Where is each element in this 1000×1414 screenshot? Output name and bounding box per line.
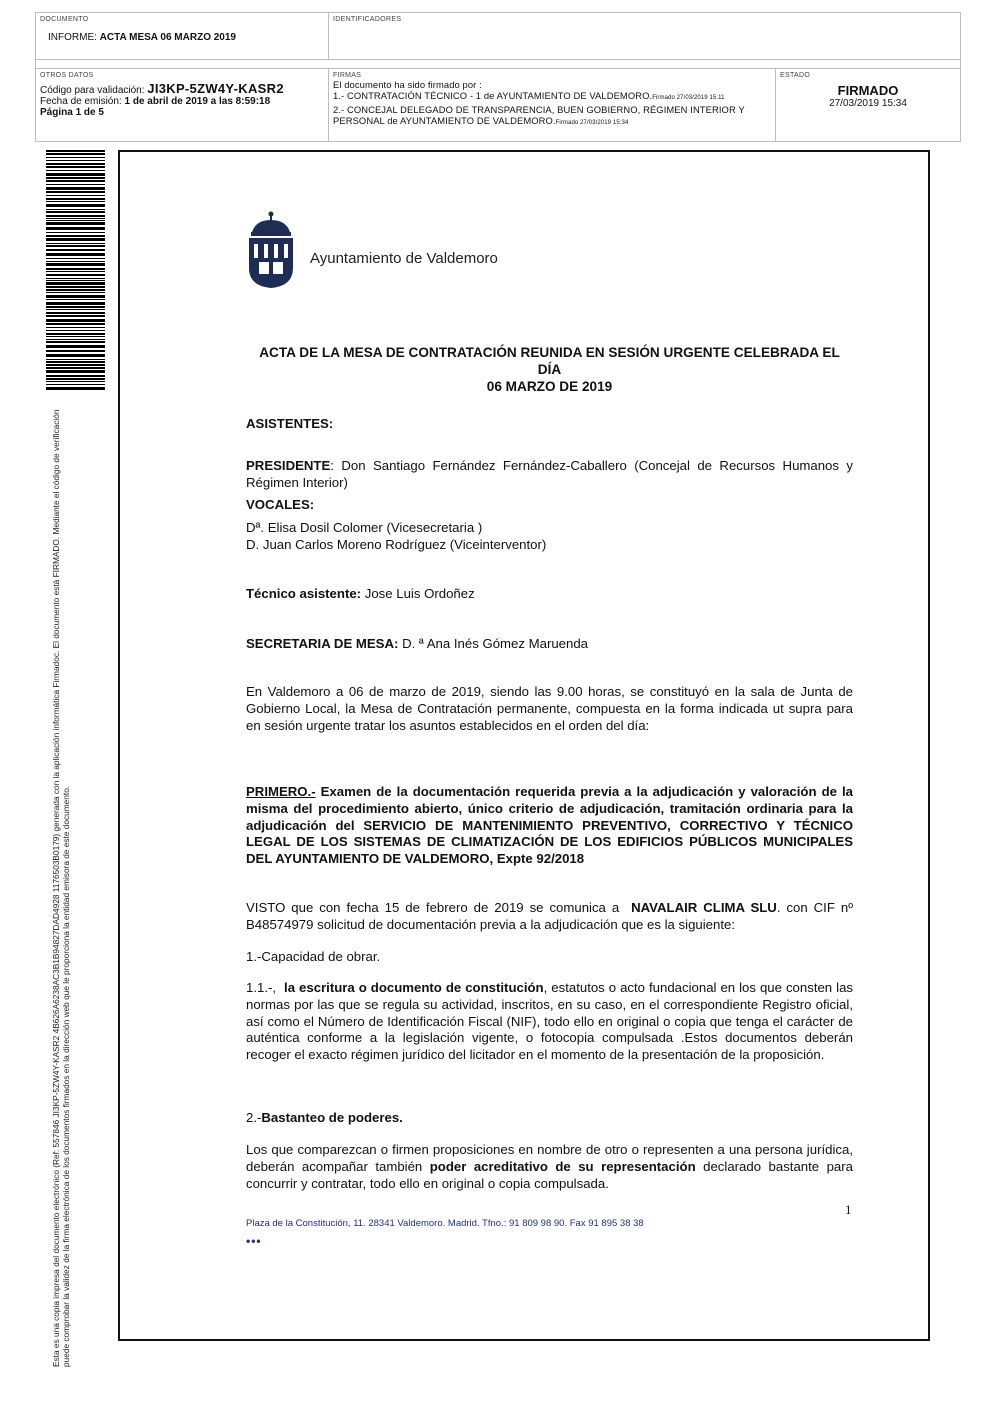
page-count: Página 1 de 5 (40, 107, 104, 118)
validation-code[interactable]: JI3KP-5ZW4Y-KASR2 (147, 81, 284, 96)
otros-datos-cell (36, 68, 329, 141)
side-verification-text (51, 392, 71, 1367)
visto-paragraph (246, 900, 853, 934)
title-line-2: 06 MARZO DE 2019 (486, 379, 613, 394)
estado-cell (776, 68, 960, 141)
p11-bold: la escritura o documento de constitución (284, 980, 544, 995)
coat-of-arms-icon (246, 210, 296, 290)
firmas-intro: El documento ha sido firmado por : (333, 79, 482, 90)
primero-text: Examen de la documentación requerida previa a la adjudicación y valoración de la misma del procedimiento abierto, único criterio de adjudicación, tramitación ordinaria para la adjudicación del SERVICIO DE MANTENIMIENTO PREVENTIVO, CORRECTIVO Y TÉCNICO LEGAL DE LOS SISTEMAS DE CLIMATIZACIÓN DE LOS EDIFICIOS PÚBLICOS MUNICIPALES DEL AYUNTAMIENTO DE VALDEMORO, Expte 92/2018 (246, 784, 853, 867)
tecnico-line (246, 586, 853, 603)
firma-2: 2.- CONCEJAL DELEGADO DE TRANSPARENCIA, BUEN GOBIERNO, RÉGIMEN INTERIOR Y (333, 104, 745, 115)
document-page (118, 150, 930, 1341)
identificadores-label: IDENTIFICADORES (333, 16, 402, 23)
p2-bold: poder acreditativo de su representación (429, 1158, 696, 1174)
validation-header (35, 12, 961, 142)
logo-text: Ayuntamiento de Valdemoro (310, 250, 498, 267)
firma-2-date: Firmado 27/03/2019 15:34 (555, 120, 629, 126)
poderes-paragraph (246, 1142, 853, 1192)
asistentes-heading: ASISTENTES: (246, 416, 334, 431)
primero-label: PRIMERO.- (246, 784, 316, 799)
vocales-heading: VOCALES: (246, 497, 315, 512)
otros-datos-label: OTROS DATOS (40, 72, 94, 79)
codigo-label: Código para validación: (40, 85, 145, 96)
firmas-label: FIRMAS (333, 72, 362, 79)
visto-text-b: . con CIF nº B48574979 solicitud de documentación previa a la adjudicación que es la siguiente: (246, 900, 854, 932)
vocal-1: Dª. Elisa Dosil Colomer (Vicesecretaria ) (246, 520, 483, 535)
side-text-line-1: Esta es una copia impresa del documento electrónico (Ref: 557846 JI3KP-5ZW4Y-KASR2 4B626A6238AC3B1B94827DAD4928 1176503B0179) generada con la aplicación informática Firmadoc. El documento está FIRMADO. Mediante el código de verificación (51, 409, 61, 1367)
tecnico-value: Jose Luis Ordoñez (364, 586, 475, 601)
capacidad-obrar: 1.-Capacidad de obrar. (246, 949, 381, 964)
escritura-paragraph (246, 980, 853, 1064)
footer-dots: ••• (246, 1234, 262, 1248)
secretaria-value: D. ª Ana Inés Gómez Maruenda (402, 636, 589, 651)
firma-1-date: Firmado 27/03/2019 15:11 (652, 95, 725, 101)
firma-1: 1.- CONTRATACIÓN TÉCNICO - 1 de AYUNTAMIENTO DE VALDEMORO. (333, 90, 653, 101)
intro-paragraph: En Valdemoro a 06 de marzo de 2019, siendo las 9.00 horas, se constituyó en la sala de Junta de Gobierno Local, la Mesa de Contratación permanente, compuesta en la forma indicada ut supra para en sesión urgente tratar los asuntos establecidos en el orden del día: (246, 684, 853, 733)
title-line-1: ACTA DE LA MESA DE CONTRATACIÓN REUNIDA EN SESIÓN URGENTE CELEBRADA EL DÍA (259, 345, 840, 377)
side-text-line-2: puede comprobar la validez de la firma electrónica de los documentos firmados en la dirección web que le proporciona la entidad emisora de este documento. (61, 785, 71, 1367)
documento-label: DOCUMENTO (40, 16, 89, 23)
p11-num: 1.1.-, (246, 980, 277, 995)
documento-value (48, 32, 324, 43)
visto-text-a: VISTO que con fecha 15 de febrero de 2019 se comunica a (246, 900, 620, 915)
emision-value: 1 de abril de 2019 a las 8:59:18 (124, 96, 271, 107)
identificadores-cell (329, 13, 960, 60)
p11-text: , estatutos o acto fundacional en los que consten las normas por las que se regula su actividad, inscritos, en su caso, en el correspondiente Registro oficial, así como el Número de Identificación Fiscal (NIF), todo ello en original o copia que tenga el carácter de auténtica conforme a la legislación vigente, o fotocopia compulsada .Estos documentos deberán recoger el exacto régimen jurídico del licitador en el momento de la presentación de la proposición. (246, 980, 853, 1063)
p2-text-b: declarado bastante para concurrir y contratar, todo ello en original o copia compulsada. (246, 1158, 853, 1191)
bast-num: 2.- (246, 1110, 262, 1125)
estado-value: FIRMADO (837, 83, 899, 98)
firma-2-cont: PERSONAL de AYUNTAMIENTO DE VALDEMORO. (333, 115, 556, 126)
visto-company: NAVALAIR CLIMA SLU (631, 900, 777, 915)
documento-name: ACTA MESA 06 MARZO 2019 (99, 32, 236, 43)
primero-paragraph (246, 784, 853, 868)
bastanteo-heading (246, 1110, 853, 1127)
estado-label: ESTADO (780, 72, 811, 79)
vocal-2: D. Juan Carlos Moreno Rodríguez (Viceinterventor) (246, 537, 547, 552)
footer-address: Plaza de la Constitución, 11. 28341 Valdemoro. Madrid. Tfno.: 91 809 98 90. Fax 91 895 38 38 (246, 1218, 644, 1229)
tecnico-label: Técnico asistente: (246, 586, 362, 601)
secretaria-line (246, 636, 853, 653)
presidente-paragraph (246, 458, 853, 492)
documento-prefix: INFORME: (48, 32, 97, 43)
p2-text-a: Los que comparezcan o firmen proposiciones en nombre de otro o representen a una persona jurídica, deberán acompañar también (246, 1142, 853, 1174)
estado-date: 27/03/2019 15:34 (829, 98, 907, 109)
presidente-label: PRESIDENTE (246, 458, 331, 473)
secretaria-label: SECRETARIA DE MESA: (246, 636, 399, 651)
municipal-logo (246, 210, 546, 290)
firmas-cell (329, 68, 776, 141)
page-title (246, 344, 853, 395)
documento-cell (36, 13, 329, 60)
emision-label: Fecha de emisión: (40, 96, 122, 107)
presidente-text: : Don Santiago Fernández Fernández-Caballero (Concejal de Recursos Humanos y Régimen Interior) (246, 458, 853, 490)
barcode-icon (46, 150, 105, 390)
bast-bold: Bastanteo de poderes. (261, 1110, 403, 1125)
page-number: 1 (845, 1202, 852, 1217)
